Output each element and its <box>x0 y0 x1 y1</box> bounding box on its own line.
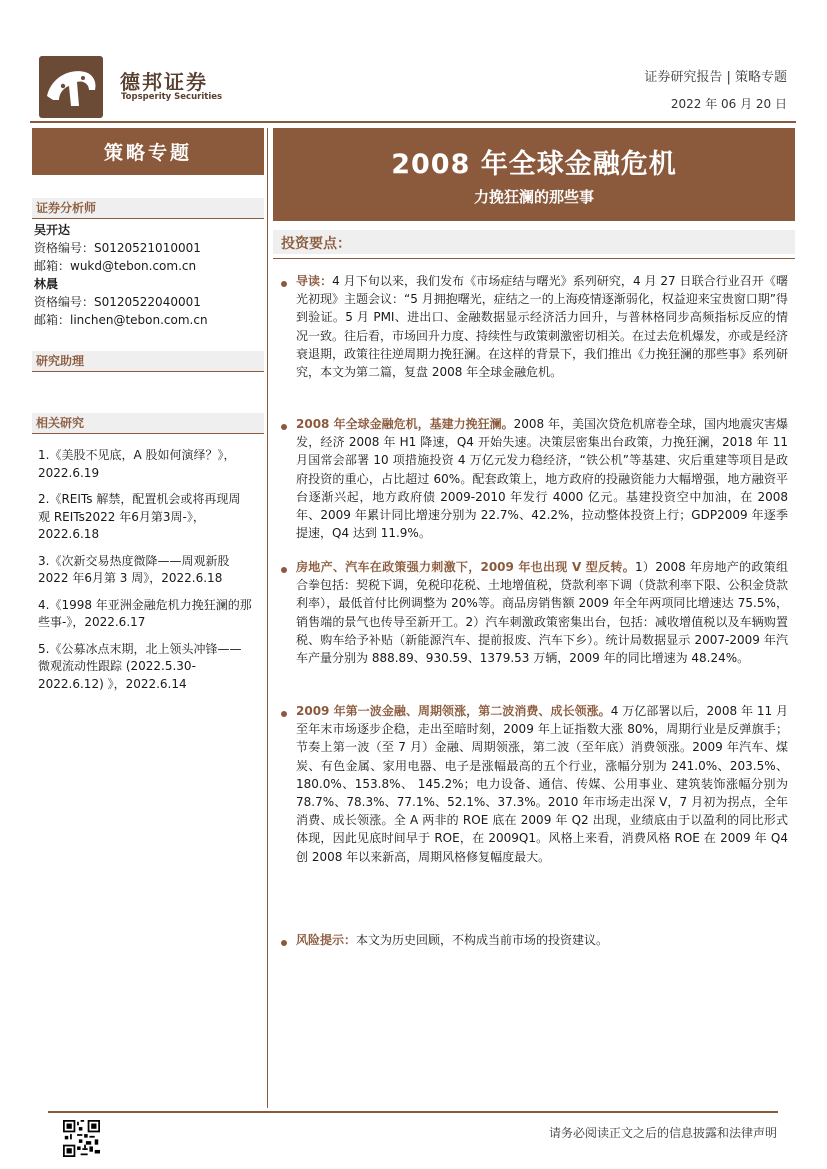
related-divider <box>32 433 264 434</box>
related-heading: 相关研究 <box>32 413 264 433</box>
paragraph-lead: 2008 年全球金融危机，基建力挽狂澜。 <box>296 417 514 431</box>
analyst-email[interactable]: 邮箱：linchen@tebon.com.cn <box>34 313 208 327</box>
bullet-icon <box>281 711 287 717</box>
analyst-cert: 资格编号：S0120521010001 <box>34 241 201 255</box>
analyst-cert: 资格编号：S0120522040001 <box>34 295 201 309</box>
paragraph-property-auto <box>296 558 788 667</box>
paragraph-text: 1）2008 年房地产的政策组合拳包括：契税下调，免税印花税、土地增值税，贷款利率下调（贷款利率下限、公积金贷款利率），最低首付比例调整为 20%等。商品房销售额 2009 年全年两项同比增速达 75.5%，销售端的景气也传导至新开工。2）汽车刺激政策密集出台，包括：减收增值税以及车辆购置税、购车给予补贴（新能源汽车、提前报废、汽车下乡）。统计局数据显示 2007-2009 年汽车产量分别为 888.89、930.59、1379.53 万辆，2009 年的同比增速为 48.24%。 <box>296 560 789 666</box>
related-research-item[interactable]: 1.《美股不见底，A 股如何演绎？》，2022.6.19 <box>38 448 236 480</box>
assistant-divider <box>32 371 264 372</box>
brand-name-en: Topsperity Securities <box>121 92 223 102</box>
report-date: 2022 年 06 月 20 日 <box>670 97 787 111</box>
report-subtitle: 力挽狂澜的那些事 <box>473 188 594 206</box>
footer-divider <box>48 1111 778 1113</box>
analyst-name: 吴开达 <box>34 223 71 237</box>
related-research-list <box>38 447 252 702</box>
paragraph-text: 2008 年，美国次贷危机席卷全球，国内地震灾害爆发，经济 2008 年 H1 降速，Q4 开始失速。决策层密集出台政策，力挽狂澜，2018 年 11 月国常会部署 10 项措施投资 4 万亿元发力稳经济，“铁公机”等基建、灾后重建等项目是政府投资的重心，占比超过 60%。配套政策上，地方政府的投融资能力大幅增强，地方融资平台逐渐兴起，地方政府债 2009-2010 年发行 4000 亿元。基建投资空中加油，在 2008 年、2009 年累计同比增速分别为 22.7%、42.2%，拉动整体投资上行；GDP2009 年逐季提速，Q4 达到 11.9%。 <box>296 417 788 541</box>
report-title: 2008 年全球金融危机 <box>391 149 677 180</box>
report-type: 证券研究报告 | 策略专题 <box>644 70 787 85</box>
category-ribbon: 策略专题 <box>32 128 264 175</box>
brand-logo-icon <box>39 56 103 118</box>
analyst-name: 林晨 <box>34 277 59 291</box>
paragraph-lead: 风险提示： <box>296 933 357 947</box>
title-banner <box>273 128 795 221</box>
bullet-icon <box>281 281 287 287</box>
analysts-divider <box>32 218 264 219</box>
related-research-item[interactable]: 5.《公募冰点末期，北上领头冲锋——微观流动性跟踪 (2022.5.30-2022.6.12) 》，2022.6.14 <box>38 641 242 691</box>
analyst-email[interactable]: 邮箱：wukd@tebon.com.cn <box>34 259 197 273</box>
analysts-heading: 证券分析师 <box>32 198 264 218</box>
bullet-icon <box>281 567 287 573</box>
paragraph-risk <box>296 931 788 949</box>
qr-code-icon[interactable] <box>63 1120 100 1157</box>
paragraph-text: 4 月下旬以来，我们发布《市场症结与曙光》系列研究，4 月 27 日联合行业召开《曙光初现》主题会议：“5 月拥抱曙光，症结之一的上海疫情逐渐弱化，权益迎来宝贵窗口期”得到验证。5 月 PMI、进出口、金融数据显示经济活力回升，与普林格同步高频指标反应的情况一致。往后看，市场回升力度、持续性与政策刺激密切相关。在过去危机爆发，亦或是经济衰退期，政策往往逆周期力挽狂澜。在这样的背景下，我们推出《力挽狂澜的那些事》系列研究，本文为第二篇，复盘 2008 年全球金融危机。 <box>296 274 789 380</box>
paragraph-text: 4 万亿部署以后，2008 年 11 月至年末市场逐步企稳，走出至暗时刻，2009 年上证指数大涨 80%，周期行业是反弹旗手；节奏上第一波（至 7 月）金融、周期领涨，第二波（至年底）消费领涨。2009 年汽车、煤炭、有色金属、家用电器、电子是涨幅最高的五个行业，涨幅分别为 241.0%、203.5%、180.0%、153.8%、 145.2%；电力设备、通信、传媒、公用事业、建筑装饰涨幅分别为 78.7%、78.3%、77.1%、52.1%、37.3%。2010 年市场走出深 V，7 月初为拐点，全年消费、成长领涨。全 A 两非的 ROE 底在 2009 年 Q2 出现，业绩底由于以盈利的同比形式体现，因此见底时间早于 ROE，在 2009Q1。风格上来看，消费风格 ROE 在 2009 年 Q4 创 2008 年以来新高，周期风格修复幅度最大。 <box>296 704 788 864</box>
paragraph-intro <box>296 272 788 381</box>
related-research-item[interactable]: 3.《次新交易热度微降——周观新股 2022 年6月第 3 周》，2022.6.18 <box>38 553 230 585</box>
brand-name: 德邦证券 <box>120 70 208 94</box>
bullet-icon <box>281 940 287 946</box>
paragraph-market <box>296 702 788 866</box>
paragraph-lead: 导读： <box>296 274 333 288</box>
analyst-card <box>34 221 208 329</box>
assistant-heading: 研究助理 <box>32 351 264 371</box>
column-divider <box>267 128 268 1108</box>
paragraph-infrastructure <box>296 415 788 542</box>
bullet-icon <box>281 424 287 430</box>
footer-disclaimer: 请务必阅读正文之后的信息披露和法律声明 <box>548 1126 777 1140</box>
paragraph-text: 本文为历史回顾，不构成当前市场的投资建议。 <box>356 933 609 947</box>
related-research-item[interactable]: 4.《1998 年亚洲金融危机力挽狂澜的那些事-》，2022.6.17 <box>38 597 252 629</box>
keypoints-bar <box>273 230 795 254</box>
keypoints-heading: 投资要点： <box>281 236 351 252</box>
header-divider <box>30 121 796 123</box>
keypoints-divider <box>273 258 795 259</box>
paragraph-lead: 2009 年第一波金融、周期领涨，第二波消费、成长领涨。 <box>296 704 611 718</box>
related-research-item[interactable]: 2.《REITs 解禁，配置机会或将再现周观 REITs2022 年6月第3周-》，2022.6.18 <box>38 492 241 541</box>
paragraph-lead: 房地产、汽车在政策强力刺激下，2009 年也出现 V 型反转。 <box>296 560 635 574</box>
